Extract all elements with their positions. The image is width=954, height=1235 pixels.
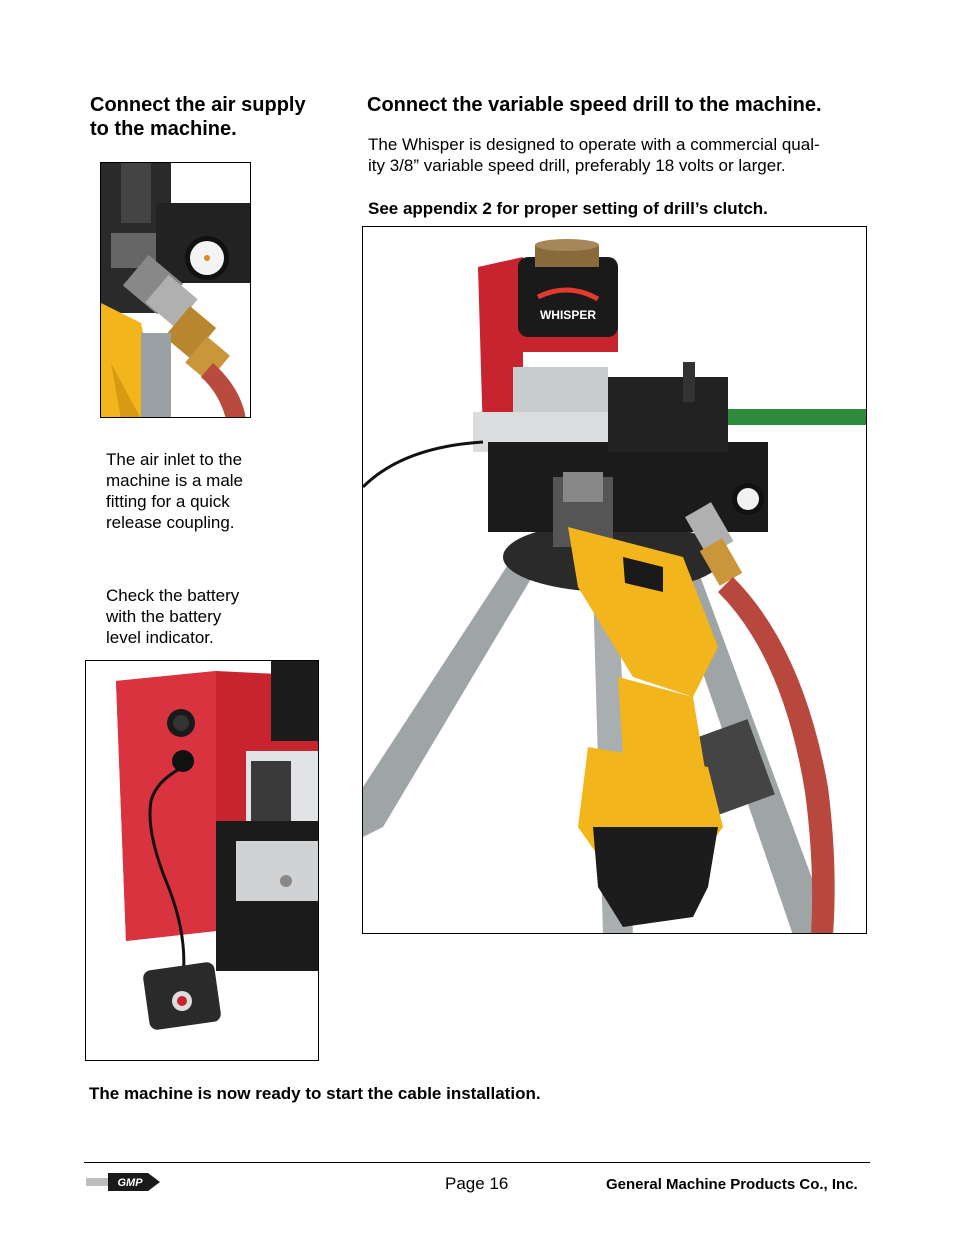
drill-description xyxy=(368,134,820,176)
whisper-brand-label: WHISPER xyxy=(539,308,597,322)
page-number: Page 16 xyxy=(445,1174,509,1193)
air-supply-heading-line2: to the machine. xyxy=(90,118,237,140)
air-inlet-photo xyxy=(100,162,251,418)
whisper-drill-photo xyxy=(362,226,867,934)
battery-caption-line: with the battery xyxy=(106,607,222,626)
drill-heading: Connect the variable speed drill to the machine. xyxy=(367,94,822,116)
gmp-logo xyxy=(86,1170,162,1194)
battery-caption-line: level indicator. xyxy=(106,628,214,647)
ready-statement: The machine is now ready to start the cable installation. xyxy=(89,1084,541,1103)
air-caption-line: The air inlet to the xyxy=(106,450,243,469)
drill-description-line: ity 3/8” variable speed drill, preferably 18 volts or larger. xyxy=(368,156,786,175)
air-supply-heading-line1: Connect the air supply xyxy=(90,94,306,116)
air-supply-heading xyxy=(90,93,306,141)
battery-caption xyxy=(106,585,239,648)
footer-divider xyxy=(84,1162,870,1163)
air-caption-line: machine is a male xyxy=(106,471,244,490)
air-caption-line: fitting for a quick xyxy=(106,492,230,511)
drill-description-line: The Whisper is designed to operate with a commercial qual- xyxy=(368,135,820,154)
company-name: General Machine Products Co., Inc. xyxy=(606,1176,858,1193)
appendix-note: See appendix 2 for proper setting of drill’s clutch. xyxy=(368,199,768,218)
gmp-logo-text: GMP xyxy=(117,1177,143,1189)
air-inlet-caption xyxy=(106,449,243,533)
battery-indicator-photo xyxy=(85,660,319,1061)
air-caption-line: release coupling. xyxy=(106,513,235,532)
battery-caption-line: Check the battery xyxy=(106,586,240,605)
